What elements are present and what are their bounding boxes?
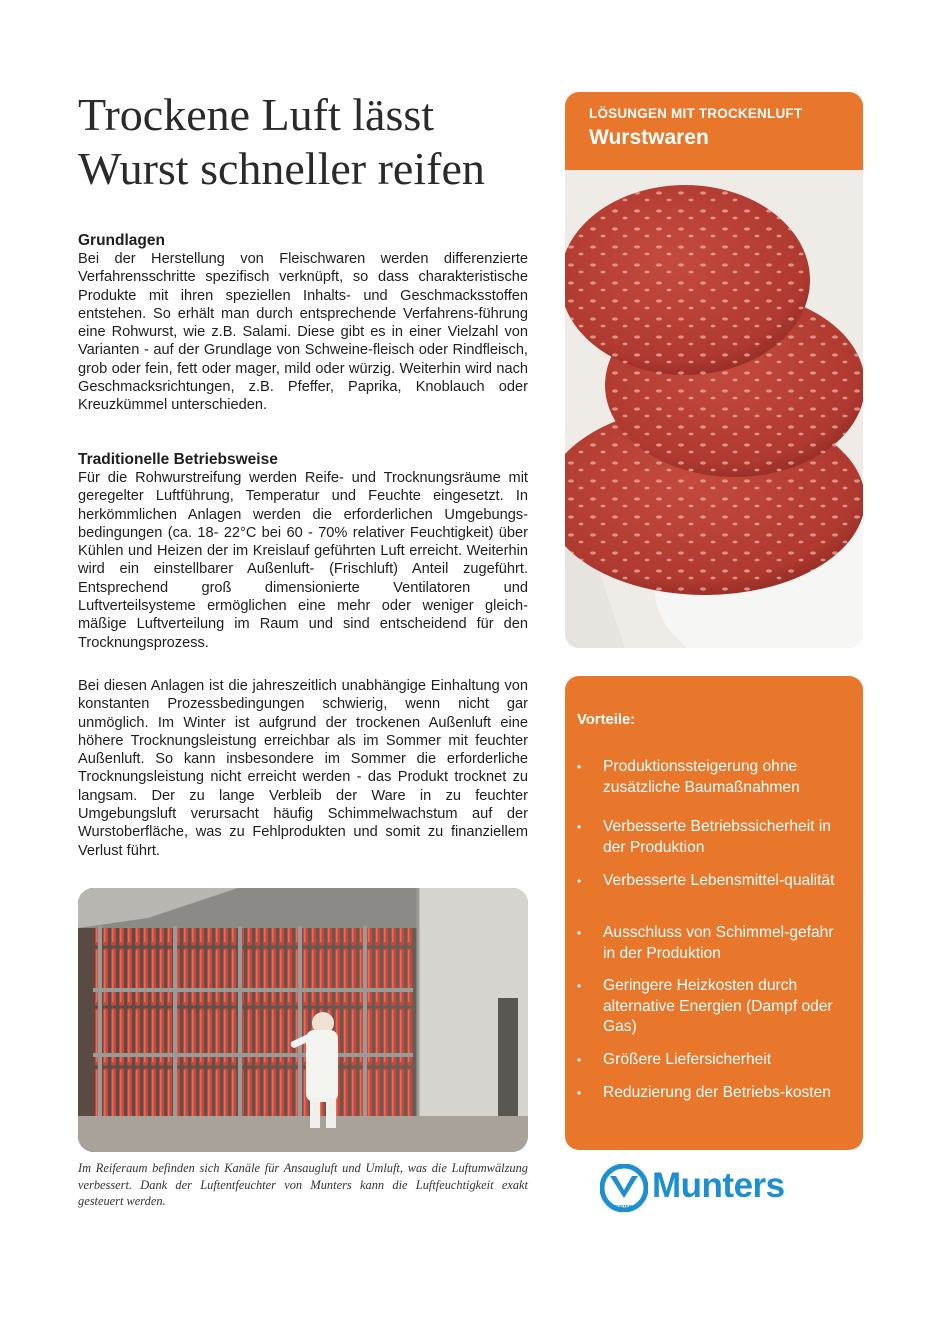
- bullet-icon: •: [577, 820, 582, 834]
- section-text: Bei diesen Anlagen ist die jahreszeitlich unabhängige Einhaltung von konstanten Prozessbedingungen schwierig, wenn nicht gar unmöglich. Im Winter ist aufgrund der trockenen Außenluft eine höhere Trocknungsleistung erreichbar als im Sommer mit feuchter Außenluft. So kann insbesondere im Sommer die erforderliche Trocknungsleistung nicht erreicht werden - das Produkt trocknet zu langsam. Der zu lange Verbleib der Ware in zu feuchter Umgebungsluft verursacht häufig Schimmelwachstum auf der Wurstoberfläche, was zu Fehlprodukten und somit zu finanziellem Verlust führt.: [78, 678, 528, 859]
- benefits-box: Vorteile: • Produktionssteigerung ohne zusätzliche Baumaßnahmen • Verbesserte Betriebssicherheit in der Produktion • Verbesserte Lebensmittel-qualität • Ausschluss von Schimmel-gefahr in der Produktion • Geringere Heizkosten durch alternative Energien (Dampf oder Gas) • Größere Liefersicherheit • Reduzierung der Betriebs-kosten: [565, 676, 863, 1150]
- benefits-title: Vorteile:: [577, 712, 636, 728]
- photo-caption: Im Reiferaum befinden sich Kanäle für Ansaugluft und Umluft, was die Luftumwälzung verbessert. Dank der Luftentfeuchter von Munters kann die Luftfeuchtigkeit exakt gesteuert werden.: [78, 1161, 528, 1208]
- sausage-slices-photo: [565, 170, 863, 648]
- page-title: [78, 88, 548, 196]
- section-text: Für die Rohwurstreifung werden Reife- und Trocknungsräume mit geregelter Luftführung, Temperatur und Feuchte eingesetzt. In herkömmlichen Anlagen werden die erforderlichen Umgebungs-bedingungen (ca. 18- 22°C bei 60 - 70% relativer Feuchtigkeit) über Kühlen und Heizen der im Kreislauf geführten Luft erreicht. Weiterhin wird ein einstellbarer Außenluft- (Frischluft) Anteil zugeführt. Entsprechend groß dimensionierte Ventilatoren und Luftverteilsysteme ermöglichen eine mehr oder weniger gleich-mäßige Luftverteilung im Raum und sind entscheidend für den Trocknungsprozess.: [78, 470, 528, 651]
- section-traditionell: [78, 450, 528, 652]
- svg-text:MUNTERS: MUNTERS: [612, 1204, 636, 1209]
- bullet-icon: •: [577, 926, 582, 940]
- sidebar-kicker: LÖSUNGEN MIT TROCKENLUFT: [589, 106, 803, 121]
- bullet-icon: •: [577, 760, 582, 774]
- sidebar-heading: Wurstwaren: [589, 126, 709, 149]
- section-grundlagen: [78, 231, 528, 415]
- sidebar-header: [565, 92, 863, 170]
- title-line-2: Wurst schneller reifen: [78, 143, 485, 194]
- ripening-room-photo: [78, 888, 528, 1152]
- title-line-1: Trockene Luft lässt: [78, 89, 435, 140]
- bullet-icon: •: [577, 1086, 582, 1100]
- logo-wordmark: Munters: [652, 1166, 785, 1205]
- section-text: Bei der Herstellung von Fleischwaren werden differenzierte Verfahrensschritte spezifisch verknüpft, so dass charakteristische Produkte mit ihren speziellen Inhalts- und Geschmacksstoffen entstehen. So erhält man durch entsprechende Verfahrens-führung eine Rohwurst, wie z.B. Salami. Diese gibt es in einer Vielzahl von Varianten - auf der Grundlage von Schweine-fleisch oder Rindfleisch, grob oder fein, fett oder mager, mild oder würzig. Weiterhin wird nach Geschmacksrichtungen, z.B. Pfeffer, Paprika, Knoblauch oder Kreuzkümmel unterschieden.: [78, 251, 528, 414]
- munters-seal-icon: [600, 1164, 648, 1212]
- bullet-icon: •: [577, 979, 582, 993]
- munters-logo: [600, 1164, 840, 1212]
- bullet-icon: •: [577, 1053, 582, 1067]
- section-heading: Grundlagen: [78, 232, 165, 249]
- section-traditionell-continued: [78, 677, 528, 860]
- section-heading: Traditionelle Betriebsweise: [78, 451, 278, 468]
- bullet-icon: •: [577, 874, 582, 888]
